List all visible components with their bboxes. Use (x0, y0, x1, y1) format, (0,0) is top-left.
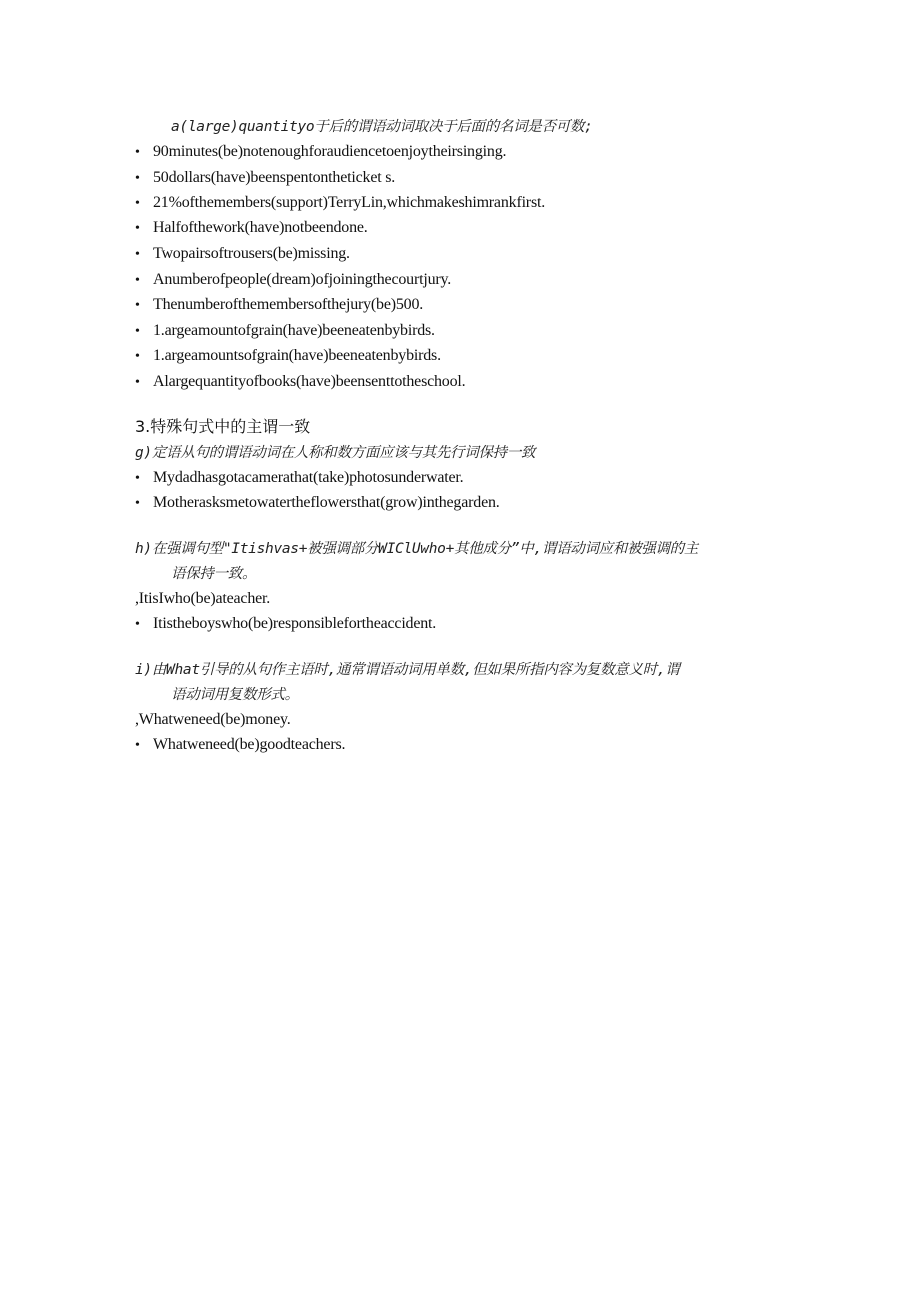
bullet-icon: • (135, 221, 140, 236)
note-large-quantity: a(large)quantityo于后的谓语动词取决于后面的名词是否可数; (171, 119, 593, 135)
list-item-text: Alargequantityofbooks(have)beensenttotheschool. (153, 373, 466, 390)
list-item-text: Whatweneed(be)goodteachers. (153, 736, 346, 753)
list-item (135, 613, 436, 636)
example-line: ,Whatweneed(be)money. (135, 711, 291, 728)
list-item (135, 167, 395, 190)
bullet-icon: • (135, 617, 140, 632)
bullet-icon: • (135, 273, 140, 288)
bullet-icon: • (135, 196, 140, 211)
bullet-icon: • (135, 349, 140, 364)
list-item-text: Twopairsoftrousers(be)missing. (153, 245, 350, 262)
bullet-icon: • (135, 171, 140, 186)
list-item (135, 294, 423, 317)
note-what-clause-cont: 语动词用复数形式。 (171, 687, 299, 703)
bullet-icon: • (135, 145, 140, 160)
list-item (135, 492, 500, 515)
bullet-icon: • (135, 738, 140, 753)
bullet-icon: • (135, 324, 140, 339)
list-item (135, 217, 368, 240)
list-item-text: Halfofthework(have)notbeendone. (153, 219, 368, 236)
list-item-text: Mydadhasgotacamerathat(take)photosunderwater. (153, 469, 464, 486)
note-relative-clause: g)定语从句的谓语动词在人称和数方面应该与其先行词保持一致 (135, 445, 536, 461)
list-item (135, 141, 506, 164)
list-item-text: 50dollars(have)beenspentontheticket s. (153, 169, 396, 186)
list-item-text: Motherasksmetowatertheflowersthat(grow)inthegarden. (153, 494, 500, 511)
list-item-text: 90minutes(be)notenoughforaudiencetoenjoytheirsinging. (153, 143, 507, 160)
bullet-icon: • (135, 247, 140, 262)
bullet-icon: • (135, 496, 140, 511)
section-heading: 3.特殊句式中的主谓一致 (135, 417, 311, 436)
bullet-icon: • (135, 298, 140, 313)
list-item-text: 21%ofthemembers(support)TerryLin,whichmakeshimrankfirst. (153, 194, 546, 211)
note-what-clause: i)由What引导的从句作主语时,通常谓语动词用单数,但如果所指内容为复数意义时,谓 (135, 662, 680, 678)
list-item-text: 1.argeamountofgrain(have)beeneatenbybirds. (153, 322, 435, 339)
list-item (135, 734, 345, 757)
list-item (135, 243, 350, 266)
list-item (135, 371, 465, 394)
list-item (135, 467, 463, 490)
note-emphatic-sentence-cont: 语保持一致。 (171, 566, 257, 582)
bullet-icon: • (135, 375, 140, 390)
list-item-text: 1.argeamountsofgrain(have)beeneatenbybirds. (153, 347, 441, 364)
bullet-icon: • (135, 471, 140, 486)
list-item (135, 345, 441, 368)
note-emphatic-sentence: h)在强调句型"Itishvas+被强调部分WIClUwho+其他成分”中,谓语动词应和被强调的主 (135, 541, 699, 557)
list-item (135, 320, 435, 343)
list-item-text: Thenumberofthemembersofthejury(be)500. (153, 296, 424, 313)
list-item-text: Itistheboyswho(be)responsiblefortheaccident. (153, 615, 437, 632)
list-item-text: Anumberofpeople(dream)ofjoiningthecourtjury. (153, 271, 452, 288)
list-item (135, 269, 451, 292)
example-line: ,ItisIwho(be)ateacher. (135, 590, 271, 607)
list-item (135, 192, 545, 215)
